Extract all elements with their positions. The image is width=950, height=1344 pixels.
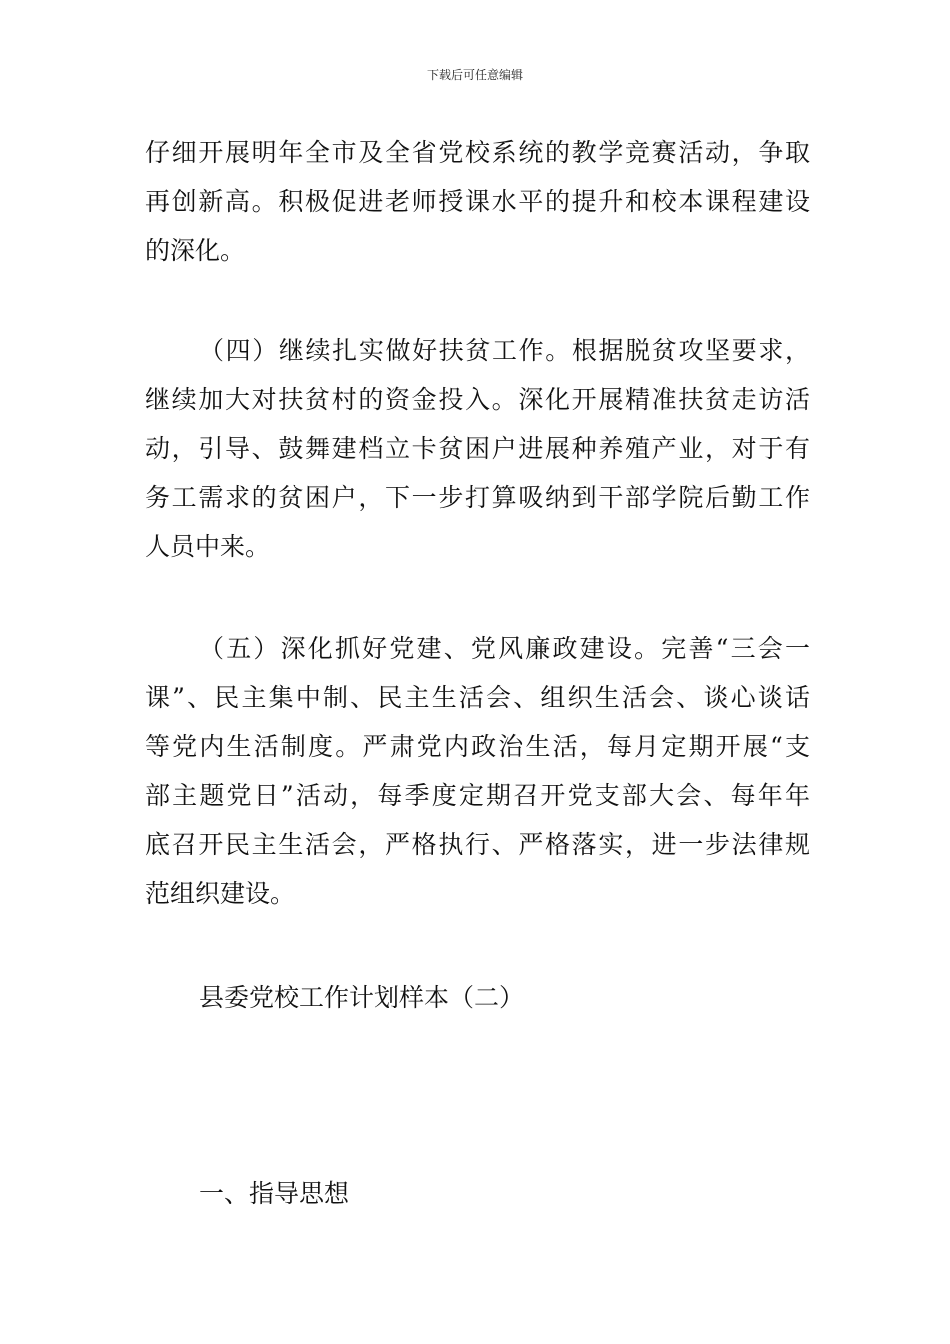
paragraph-line: 再创新高。积极促进老师授课水平的提升和校本课程建设 (145, 187, 810, 216)
paragraph-line: 等党内生活制度。严肃党内政治生活，每月定期开展“支 (145, 732, 810, 761)
paragraph-line: （四）继续扎实做好扶贫工作。根据脱贫攻坚要求， (199, 336, 810, 365)
section-title: 县委党校工作计划样本（二） (199, 983, 525, 1012)
paragraph-line: 范组织建设。 (145, 879, 296, 908)
paragraph-line: 的深化。 (145, 236, 246, 265)
paragraph-line: 务工需求的贫困户，下一步打算吸纳到干部学院后勤工作 (145, 483, 810, 512)
paragraph-line: 课”、民主集中制、民主生活会、组织生活会、谈心谈话 (145, 683, 810, 712)
page-header: 下载后可任意编辑 (426, 68, 523, 82)
paragraph-party-building (145, 624, 810, 918)
paragraph-line: 人员中来。 (145, 532, 271, 561)
paragraph-line: 底召开民主生活会，严格执行、严格落实，进一步法律规 (145, 830, 810, 859)
paragraph-line: 继续加大对扶贫村的资金投入。深化开展精准扶贫走访活 (145, 385, 810, 414)
paragraph-line: （五）深化抓好党建、党风廉政建设。完善“三会一 (199, 634, 810, 663)
paragraph-poverty-alleviation (145, 326, 810, 571)
paragraph-line: 动，引导、鼓舞建档立卡贫困户进展种养殖产业，对于有 (145, 434, 810, 463)
subheading-guiding-ideology: 一、指导思想 (199, 1179, 350, 1208)
paragraph-line: 仔细开展明年全市及全省党校系统的教学竞赛活动，争取 (145, 138, 810, 167)
paragraph-line: 部主题党日”活动，每季度定期召开党支部大会、每年年 (145, 781, 810, 810)
paragraph-teaching-competition (145, 128, 810, 275)
